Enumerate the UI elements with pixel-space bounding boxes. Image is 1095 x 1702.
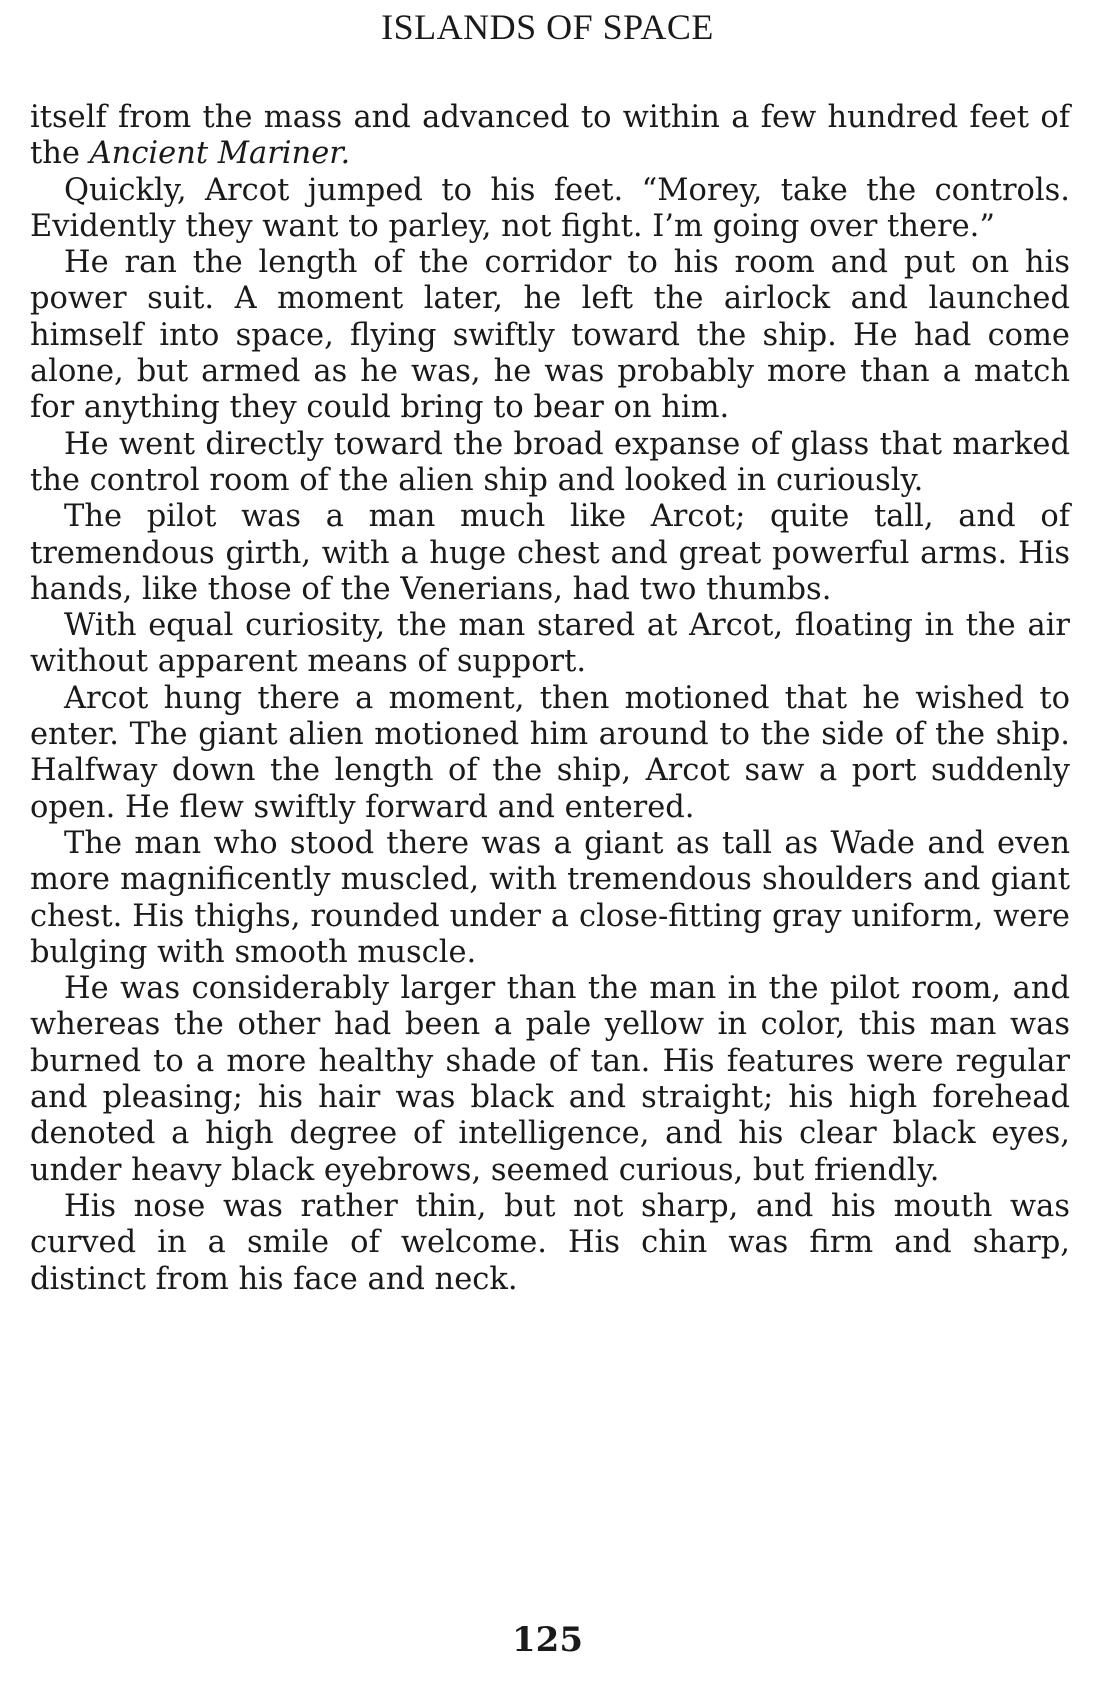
paragraph-continued: [30, 100, 1070, 173]
paragraph: Arcot hung there a moment, then motioned that he wished to enter. The giant alien motioned him around to the side of the ship. Halfway down the length of the ship, Arcot saw a port suddenly open. He flew swiftly forward and entered.: [30, 680, 1070, 825]
paragraph: He ran the length of the corridor to his room and put on his power suit. A moment later, he left the airlock and launched himself into space, flying swiftly toward the ship. He had come alone, but armed as he was, he was probably more than a match for anything they could bring to bear on him.: [30, 245, 1070, 426]
paragraph: The pilot was a man much like Arcot; quite tall, and of tremendous girth, with a huge chest and great powerful arms. His hands, like those of the Venerians, had two thumbs.: [30, 499, 1070, 607]
paragraph: He went directly toward the broad expanse of glass that marked the control room of the alien ship and looked in curiously.: [30, 426, 1070, 498]
paragraph: He was considerably larger than the man in the pilot room, and whereas the other had been a pale yellow in color, this man was burned to a more healthy shade of tan. His features were regular and pleasing; his hair was black and straight; his high forehead denoted a high degree of intelligence, and his clear black eyes, under heavy black eyebrows, seemed curious, but friendly.: [30, 971, 1070, 1188]
paragraph: With equal curiosity, the man stared at Arcot, floating in the air without apparent means of support.: [30, 608, 1070, 680]
running-head: ISLANDS OF SPACE: [381, 7, 714, 47]
ship-name-italic: Ancient Mariner.: [89, 136, 351, 172]
paragraph: The man who stood there was a giant as tall as Wade and even more magnificently muscled, with tremendous shoulders and giant chest. His thighs, rounded under a close-fitting gray uniform, were bulging with smooth muscle.: [30, 825, 1070, 970]
paragraph: Quickly, Arcot jumped to his feet. “Morey, take the controls. Evidently they want to parley, not fight. I’m going over there.”: [30, 172, 1070, 244]
body-text: [30, 100, 1070, 1298]
paragraph: His nose was rather thin, but not sharp, and his mouth was curved in a smile of welcome. His chin was firm and sharp, distinct from his face and neck.: [30, 1188, 1070, 1297]
paragraph-text: itself from the mass and advanced to within a few hundred feet of the: [30, 100, 1070, 172]
page-number: 125: [512, 1620, 583, 1660]
